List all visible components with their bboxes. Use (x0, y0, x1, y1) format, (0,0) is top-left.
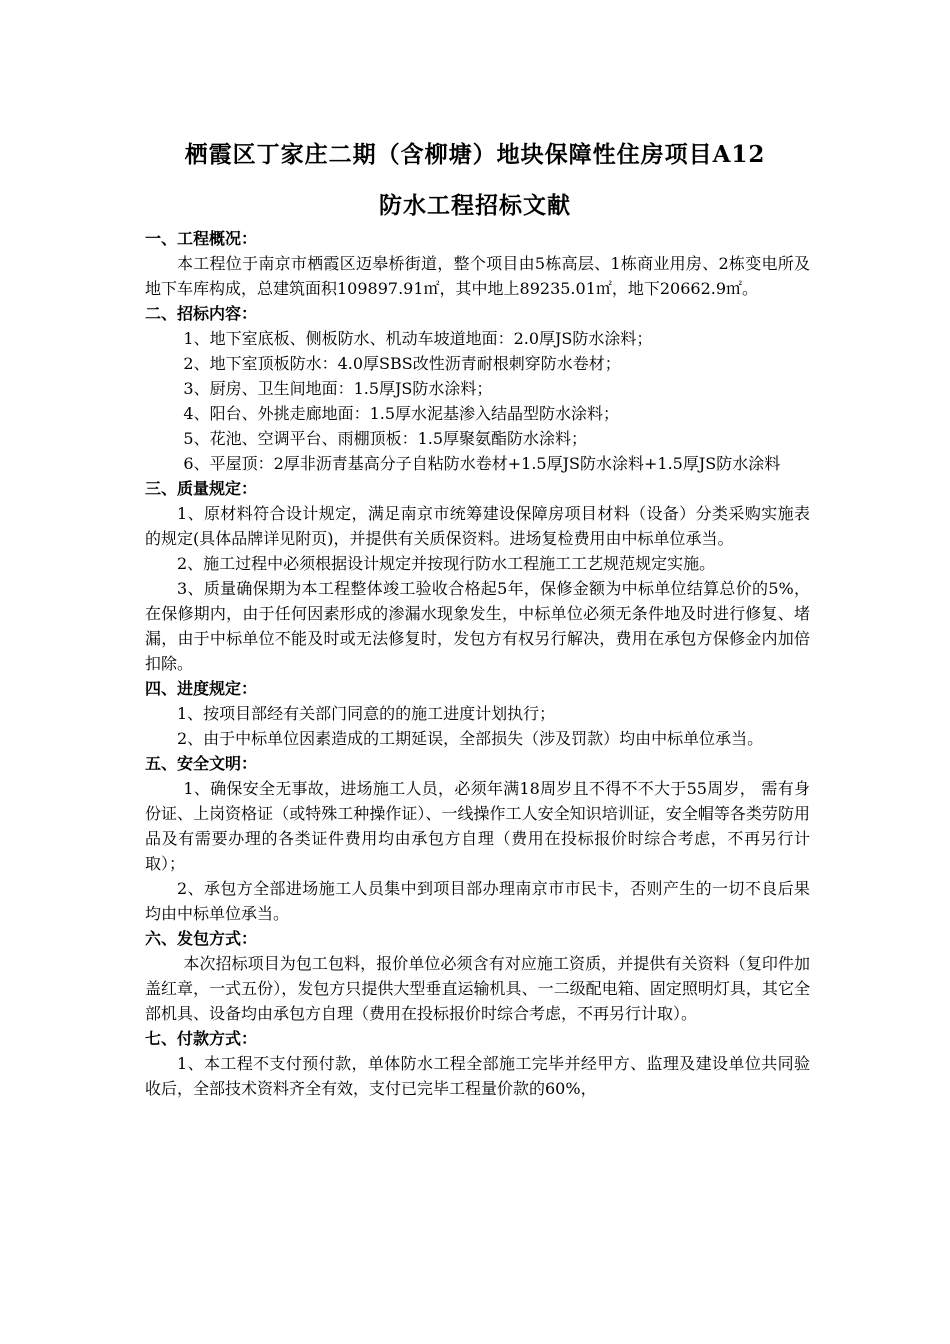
paragraph: 1、按项目部经有关部门同意的的施工进度计划执行； (177, 704, 556, 723)
section-heading: 七、付款方式： (145, 1029, 258, 1048)
document-body (145, 226, 810, 1101)
paragraph: 1、地下室底板、侧板防水、机动车坡道地面：2.0厚JS防水涂料； (183, 329, 653, 348)
paragraph: 2、由于中标单位因素造成的工期延误，全部损失（涉及罚款）均由中标单位承当。 (177, 729, 764, 748)
paragraph: 1、本工程不支付预付款，单体防水工程全部施工完毕并经甲方、监理及建设单位共同验收后，全部技术资料齐全有效，支付已完毕工程量价款的60%， (145, 1054, 810, 1098)
paragraph: 3、厨房、卫生间地面：1.5厚JS防水涂料； (183, 379, 493, 398)
paragraph: 1、确保安全无事故，进场施工人员，必须年满18周岁且不得不不大于55周岁， 需有身份证、上岗资格证（或特殊工种操作证）、一线操作工人安全知识培训证，安全帽等各类劳防用品及有需要办理的各类证件费用均由承包方自理（费用在投标报价时综合考虑，不再另行计取）； (145, 779, 810, 873)
document-title-line-2: 防水工程招标文献 (379, 192, 571, 219)
paragraph: 2、承包方全部进场施工人员集中到项目部办理南京市市民卡，否则产生的一切不良后果均由中标单位承当。 (145, 879, 810, 923)
section-heading: 二、招标内容： (145, 304, 258, 323)
paragraph: 3、质量确保期为本工程整体竣工验收合格起5年，保修金额为中标单位结算总价的5%，在保修期内，由于任何因素形成的渗漏水现象发生，中标单位必须无条件地及时进行修复、堵漏，由于中标单位不能及时或无法修复时，发包方有权另行解决，费用在承包方保修金内加倍扣除。 (145, 579, 810, 673)
paragraph: 本次招标项目为包工包料，报价单位必须含有对应施工资质，并提供有关资料（复印件加盖红章，一式五份），发包方只提供大型垂直运输机具、一二级配电箱、固定照明灯具，其它全部机具、设备均由承包方自理（费用在投标报价时综合考虑，不再另行计取）。 (145, 954, 810, 1023)
paragraph: 2、地下室顶板防水：4.0厚SBS改性沥青耐根刺穿防水卷材； (183, 354, 621, 373)
section-heading: 六、发包方式： (145, 929, 258, 948)
section-heading: 五、安全文明： (145, 754, 258, 773)
section-heading: 四、进度规定： (145, 679, 258, 698)
paragraph: 5、花池、空调平台、雨棚顶板：1.5厚聚氨酯防水涂料； (183, 429, 588, 448)
paragraph: 4、阳台、外挑走廊地面：1.5厚水泥基渗入结晶型防水涂料； (183, 404, 620, 423)
paragraph: 1、原材料符合设计规定，满足南京市统筹建设保障房项目材料（设备）分类采购实施表的规定(具体品牌详见附页)，并提供有关质保资料。进场复检费用由中标单位承当。 (145, 504, 810, 548)
section-heading: 三、质量规定： (145, 479, 258, 498)
section-heading: 一、工程概况： (145, 229, 258, 248)
paragraph: 2、施工过程中必须根据设计规定并按现行防水工程施工工艺规范规定实施。 (177, 554, 716, 573)
document-title-line-1: 栖霞区丁家庄二期（含柳塘）地块保障性住房项目A12 (184, 141, 766, 168)
paragraph: 6、平屋顶：2厚非沥青基高分子自粘防水卷材+1.5厚JS防水涂料+1.5厚JS防水涂料 (183, 454, 781, 473)
paragraph: 本工程位于南京市栖霞区迈皋桥街道，整个项目由5栋高层、1栋商业用房、2栋变电所及地下车库构成，总建筑面积109897.91㎡，其中地上89235.01㎡，地下20662.9㎡。 (145, 254, 810, 298)
